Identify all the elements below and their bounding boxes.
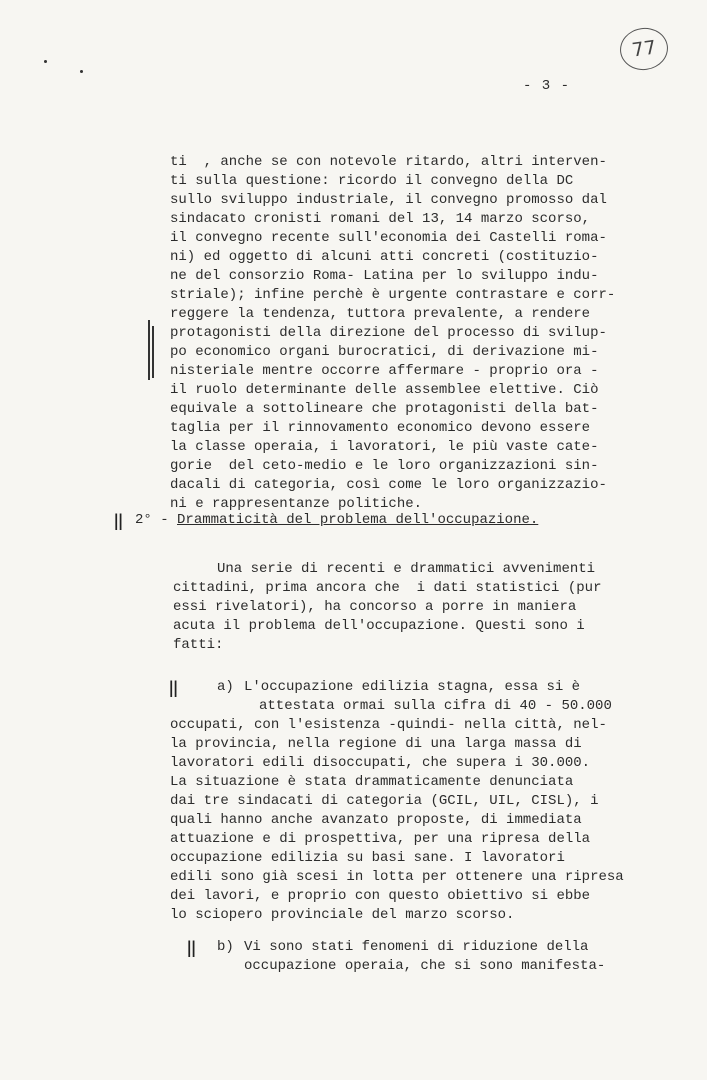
text-line: dei lavori, e proprio con questo obiettivo si ebbe: [170, 888, 591, 904]
item-a-line-1: [244, 678, 580, 697]
text-line: dai tre sindacati di categoria (GCIL, UIL, CISL), i: [170, 793, 599, 809]
paragraph-1: [170, 153, 615, 514]
text-line: ne del consorzio Roma- Latina per lo sviluppo indu-: [170, 268, 599, 284]
text-line: occupazione edilizia su basi sane. I lavoratori: [170, 850, 565, 866]
text-line: occupati, con l'esistenza -quindi- nella città, nel-: [170, 717, 607, 733]
margin-mark: ǁ: [113, 511, 124, 536]
text-line: edili sono già scesi in lotta per ottenere una ripresa: [170, 869, 624, 885]
text-line: lavoratori edili disoccupati, che supera i 30.000.: [170, 755, 591, 771]
section-number: 2° -: [135, 512, 169, 528]
section-title: Drammaticità del problema dell'occupazione.: [177, 512, 539, 528]
text-line: Una serie di recenti e drammatici avvenimenti: [217, 561, 596, 577]
text-line: acuta il problema dell'occupazione. Questi sono i: [173, 618, 585, 634]
margin-mark: ǁ: [168, 678, 179, 703]
item-a-body: [170, 716, 624, 925]
list-label: a): [217, 679, 234, 695]
text-line: il convegno recente sull'economia dei Castelli roma-: [170, 230, 607, 246]
text-line: attestata ormai sulla cifra di 40 - 50.000: [259, 698, 612, 714]
text-line: ti sulla questione: ricordo il convegno della DC: [170, 173, 574, 189]
text-line: taglia per il rinnovamento economico devono essere: [170, 420, 591, 436]
item-b-body: [244, 938, 605, 976]
text-line: cittadini, prima ancora che i dati statistici (pur: [173, 580, 602, 596]
text-line: dacali di categoria, così come le loro organizzazio-: [170, 477, 607, 493]
text-line: ni e rappresentanze politiche.: [170, 496, 423, 512]
text-line: il ruolo determinante delle assemblee elettive. Ciò: [170, 382, 599, 398]
speck: [44, 60, 47, 63]
text-line: la provincia, nella regione di una larga massa di: [170, 736, 582, 752]
page-number: - 3 -: [523, 78, 571, 94]
text-line: striale); infine perchè è urgente contrastare e corr-: [170, 287, 616, 303]
text-line: essi rivelatori), ha concorso a porre in maniera: [173, 599, 577, 615]
text-line: occupazione operaia, che si sono manifesta-: [244, 958, 606, 974]
item-b-label: [217, 938, 234, 957]
text-line: sindacato cronisti romani del 13, 14 marzo scorso,: [170, 211, 591, 227]
intro-paragraph: [173, 579, 601, 655]
margin-bracket: [148, 320, 150, 380]
archive-stamp: 77: [617, 25, 670, 73]
text-line: fatti:: [173, 637, 224, 653]
text-line: ti , anche se con notevole ritardo, altri interven-: [170, 154, 607, 170]
text-line: quali hanno anche avanzato proposte, di immediata: [170, 812, 582, 828]
text-line: Vi sono stati fenomeni di riduzione della: [244, 939, 589, 955]
section-heading: [135, 512, 538, 528]
text-line: la classe operaia, i lavoratori, le più vaste cate-: [170, 439, 599, 455]
text-line: La situazione è stata drammaticamente denunciata: [170, 774, 574, 790]
text-line: reggere la tendenza, tuttora prevalente, a rendere: [170, 306, 591, 322]
text-line: sullo sviluppo industriale, il convegno promosso dal: [170, 192, 607, 208]
text-line: gorie del ceto-medio e le loro organizzazioni sin-: [170, 458, 599, 474]
list-label: b): [217, 939, 234, 955]
speck: [80, 70, 83, 73]
margin-bracket: [152, 326, 154, 378]
text-line: ni) ed oggetto di alcuni atti concreti (costituzio-: [170, 249, 599, 265]
text-line: protagonisti della direzione del processo di svilup-: [170, 325, 607, 341]
item-a-label: [217, 678, 234, 697]
margin-mark: ǁ: [186, 938, 197, 963]
text-line: po economico organi burocratici, di derivazione mi-: [170, 344, 599, 360]
intro-line-1: [217, 560, 595, 579]
text-line: attuazione e di prospettiva, per una ripresa della: [170, 831, 591, 847]
item-a-line-2: [259, 697, 612, 716]
text-line: lo sciopero provinciale del marzo scorso.: [170, 907, 515, 923]
text-line: equivale a sottolineare che protagonisti della bat-: [170, 401, 599, 417]
text-line: nisteriale mentre occorre affermare - proprio ora -: [170, 363, 599, 379]
text-line: L'occupazione edilizia stagna, essa si è: [244, 679, 581, 695]
